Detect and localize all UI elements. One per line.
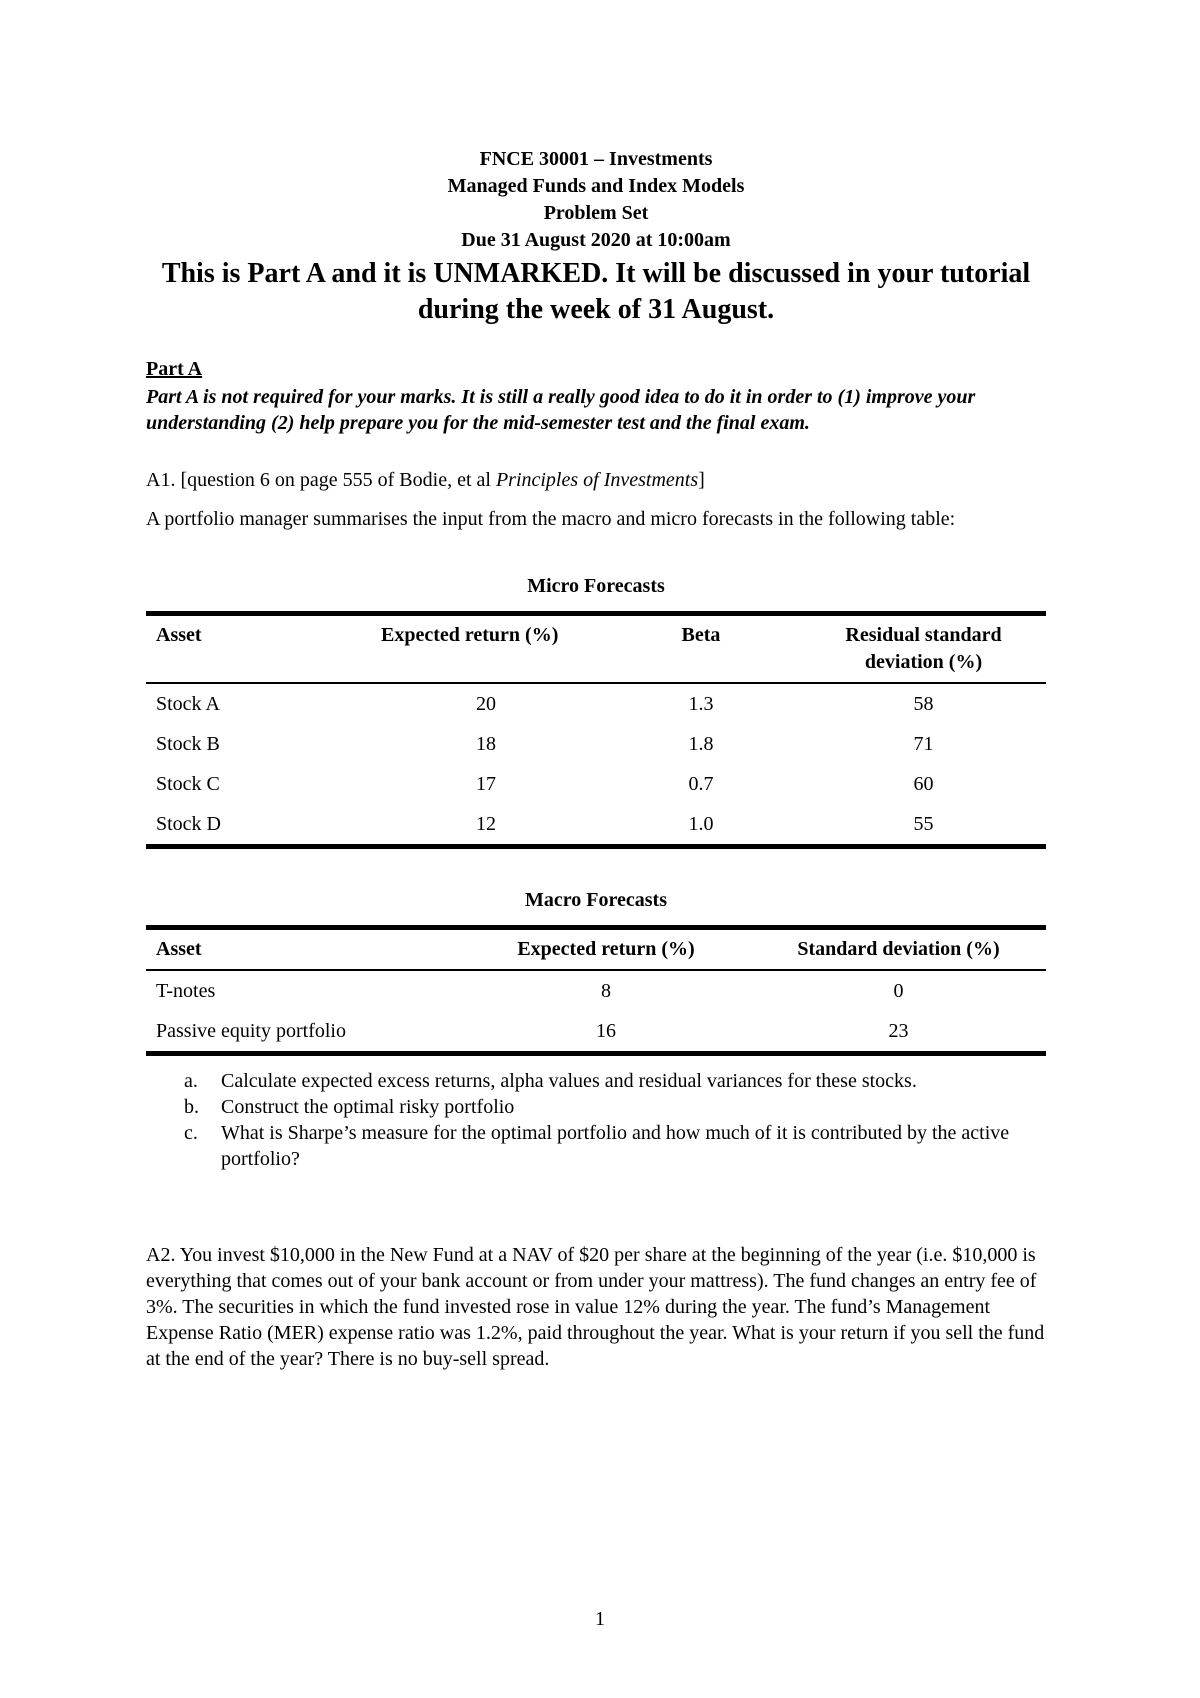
- table-cell: Stock A: [156, 693, 220, 715]
- part-a-note: Part A is not required for your marks. It is still a really good idea to do it in order to (1) improve your understanding (2) help prepare you for the mid-semester test and the final exam.: [146, 386, 976, 434]
- micro-forecasts-table: [146, 611, 1046, 849]
- table-cell: 16: [596, 1020, 616, 1042]
- table-cell: 0.7: [688, 773, 714, 795]
- table-cell: 71: [913, 733, 934, 755]
- a1-prefix: A1. [question 6 on page 555 of Bodie, et al: [146, 469, 496, 491]
- table-cell: 23: [888, 1020, 909, 1042]
- column-header: Beta: [681, 624, 721, 646]
- table-row: [146, 1011, 1046, 1054]
- due-date: Due 31 August 2020 at 10:00am: [461, 229, 731, 251]
- list-marker: a.: [184, 1070, 198, 1092]
- part-a-heading: Part A: [146, 358, 203, 380]
- table-cell: 0: [893, 980, 904, 1002]
- table-cell: 60: [913, 773, 934, 795]
- table-cell: 20: [476, 693, 496, 715]
- list-item-text: Construct the optimal risky portfolio: [221, 1096, 515, 1118]
- page-number: 1: [595, 1608, 605, 1630]
- column-header: Asset: [156, 624, 202, 646]
- question-a1-reference: [146, 467, 705, 493]
- table-cell: Passive equity portfolio: [156, 1020, 346, 1042]
- list-marker: b.: [184, 1096, 199, 1118]
- column-header: Expected return (%): [381, 624, 559, 646]
- macro-forecasts-table: [146, 925, 1046, 1056]
- topic-title: Managed Funds and Index Models: [447, 175, 745, 197]
- list-marker: c.: [184, 1122, 198, 1144]
- title-block: [146, 146, 1046, 254]
- table-cell: Stock C: [156, 773, 220, 795]
- list-item-text: What is Sharpe’s measure for the optimal portfolio and how much of it is contributed by the active portfolio?: [221, 1122, 1010, 1170]
- table-row: [146, 970, 1046, 1011]
- list-item: [184, 1094, 1064, 1120]
- table-cell: 18: [476, 733, 496, 755]
- table-header-row: [146, 614, 1046, 684]
- unmarked-banner: This is Part A and it is UNMARKED. It will be discussed in your tutorial during the week of 31 August.: [161, 258, 1031, 325]
- table-row: [146, 764, 1046, 804]
- table-cell: 12: [476, 813, 496, 835]
- a1-suffix: ]: [698, 469, 705, 491]
- question-a2: A2. You invest $10,000 in the New Fund at a NAV of $20 per share at the beginning of the year (i.e. $10,000 is everything that comes out of your bank account or from under your mattress). The fund changes an entry fee of 3%. The securities in which the fund invested rose in value 12% during the year. The fund’s Management Expense Ratio (MER) expense ratio was 1.2%, paid throughout the year. What is your return if you sell the fund at the end of the year? There is no buy-sell spread.: [146, 1244, 1045, 1370]
- table-row: [146, 683, 1046, 724]
- course-title: FNCE 30001 – Investments: [479, 148, 713, 170]
- table-header-row: [146, 928, 1046, 971]
- table-cell: 1.8: [688, 733, 714, 755]
- table-cell: Stock D: [156, 813, 221, 835]
- table-cell: 58: [913, 693, 934, 715]
- a1-intro: A portfolio manager summarises the input from the macro and micro forecasts in the following table:: [146, 508, 956, 530]
- table-row: [146, 724, 1046, 764]
- doc-type: Problem Set: [543, 202, 649, 224]
- list-item: [184, 1068, 1064, 1094]
- list-item-text: Calculate expected excess returns, alpha values and residual variances for these stocks.: [221, 1070, 917, 1092]
- table-cell: 8: [601, 980, 611, 1002]
- table-cell: 17: [476, 773, 496, 795]
- table-cell: T-notes: [156, 980, 216, 1002]
- table-cell: 1.0: [688, 813, 714, 835]
- a1-question-list: [184, 1068, 1064, 1172]
- table-cell: 1.3: [688, 693, 714, 715]
- column-header: Standard deviation (%): [797, 938, 1000, 960]
- column-header: Expected return (%): [517, 938, 695, 960]
- table-cell: Stock B: [156, 733, 220, 755]
- table-cell: 55: [913, 813, 934, 835]
- table-row: [146, 804, 1046, 847]
- a1-book-title: Principles of Investments: [495, 469, 699, 491]
- column-header: Asset: [156, 938, 202, 960]
- micro-table-title: Micro Forecasts: [527, 575, 665, 597]
- list-item: [184, 1120, 1064, 1172]
- macro-table-title: Macro Forecasts: [525, 889, 667, 911]
- column-header: Residual standard deviation (%): [845, 624, 1002, 673]
